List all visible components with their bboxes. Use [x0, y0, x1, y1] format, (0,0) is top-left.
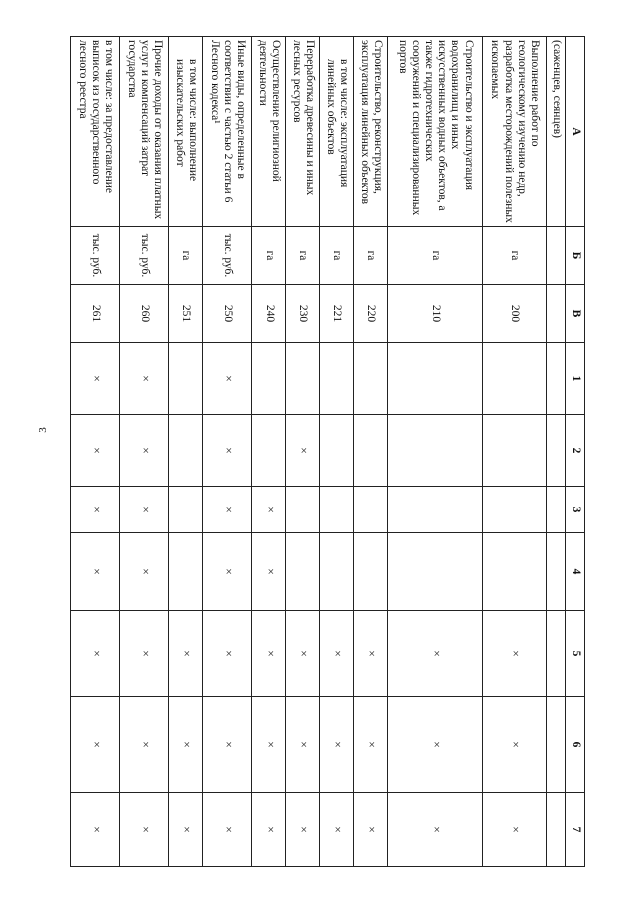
- rotated-table-container: [70, 36, 585, 866]
- value-cell: ×: [120, 415, 169, 487]
- line-code-cell: 210: [388, 285, 483, 343]
- value-cell: ×: [169, 611, 203, 697]
- value-cell: [354, 415, 388, 487]
- column-header: А: [566, 37, 585, 227]
- value-cell: ×: [354, 611, 388, 697]
- value-cell: [482, 487, 546, 533]
- value-cell: ×: [203, 533, 252, 611]
- value-cell: [169, 415, 203, 487]
- table-header-row: [566, 37, 585, 867]
- unit-cell: га: [252, 227, 286, 285]
- value-cell: [286, 487, 320, 533]
- value-cell: [169, 343, 203, 415]
- row-label: Осуществление религиозной деятельности: [252, 37, 286, 227]
- report-table: [70, 36, 585, 867]
- value-cell: ×: [203, 415, 252, 487]
- table-row: [354, 37, 388, 867]
- value-cell: ×: [120, 793, 169, 867]
- row-label: Переработка древесины и иных лесных ресурсов: [286, 37, 320, 227]
- value-cell: ×: [286, 697, 320, 793]
- line-code-cell: 240: [252, 285, 286, 343]
- unit-cell: тыс. руб.: [203, 227, 252, 285]
- value-cell: [547, 343, 566, 415]
- value-cell: ×: [320, 611, 354, 697]
- value-cell: ×: [71, 697, 120, 793]
- column-header: 7: [566, 793, 585, 867]
- row-label: в том числе: выполнение изыскательских работ: [169, 37, 203, 227]
- value-cell: [320, 487, 354, 533]
- value-cell: [388, 533, 483, 611]
- row-label: (саженцев, сеянцев): [547, 37, 566, 227]
- value-cell: [547, 793, 566, 867]
- value-cell: ×: [203, 343, 252, 415]
- value-cell: [286, 533, 320, 611]
- row-label: Строительство и эксплуатация водохранилищ и иных искусственных водных объектов, а также гидротехнических сооружений и специализированных портов: [388, 37, 483, 227]
- value-cell: [169, 487, 203, 533]
- value-cell: [320, 533, 354, 611]
- line-code-cell: 261: [71, 285, 120, 343]
- value-cell: [547, 611, 566, 697]
- value-cell: ×: [252, 487, 286, 533]
- value-cell: ×: [71, 793, 120, 867]
- row-label: Прочие доходы от оказания платных услуг и компенсаций затрат государства: [120, 37, 169, 227]
- value-cell: [547, 697, 566, 793]
- column-header: Б: [566, 227, 585, 285]
- table-row: [320, 37, 354, 867]
- value-cell: [482, 343, 546, 415]
- value-cell: ×: [320, 793, 354, 867]
- column-header: 2: [566, 415, 585, 487]
- line-code-cell: [547, 285, 566, 343]
- value-cell: [320, 343, 354, 415]
- unit-cell: тыс. руб.: [120, 227, 169, 285]
- row-label: Строительство, реконструкция, эксплуатация линейных объектов: [354, 37, 388, 227]
- value-cell: [286, 343, 320, 415]
- value-cell: ×: [71, 415, 120, 487]
- unit-cell: га: [354, 227, 388, 285]
- row-label: в том числе: за предоставление выписок из государственного лесного реестра: [71, 37, 120, 227]
- value-cell: ×: [203, 487, 252, 533]
- value-cell: [252, 415, 286, 487]
- line-code-cell: 260: [120, 285, 169, 343]
- line-code-cell: 250: [203, 285, 252, 343]
- value-cell: ×: [252, 533, 286, 611]
- table-row: [169, 37, 203, 867]
- value-cell: ×: [320, 697, 354, 793]
- value-cell: ×: [120, 487, 169, 533]
- value-cell: ×: [169, 793, 203, 867]
- value-cell: [547, 487, 566, 533]
- column-header: 4: [566, 533, 585, 611]
- line-code-cell: 221: [320, 285, 354, 343]
- unit-cell: га: [286, 227, 320, 285]
- value-cell: [547, 533, 566, 611]
- value-cell: ×: [203, 611, 252, 697]
- table-body: [71, 37, 566, 867]
- page-number: 3: [36, 427, 49, 433]
- value-cell: [169, 533, 203, 611]
- value-cell: [354, 487, 388, 533]
- value-cell: ×: [203, 697, 252, 793]
- value-cell: [320, 415, 354, 487]
- value-cell: ×: [388, 611, 483, 697]
- value-cell: [482, 533, 546, 611]
- value-cell: ×: [388, 697, 483, 793]
- row-label: Иные виды, определенные в соответствии с частью 2 статьи 6 Лесного кодекса¹: [203, 37, 252, 227]
- value-cell: [388, 487, 483, 533]
- column-header: 5: [566, 611, 585, 697]
- value-cell: [547, 415, 566, 487]
- value-cell: ×: [482, 611, 546, 697]
- value-cell: ×: [482, 697, 546, 793]
- table-row: [482, 37, 546, 867]
- table-row: [547, 37, 566, 867]
- row-label: в том числе: эксплуатация линейных объектов: [320, 37, 354, 227]
- table-row: [286, 37, 320, 867]
- table-row: [388, 37, 483, 867]
- value-cell: ×: [482, 793, 546, 867]
- value-cell: ×: [120, 533, 169, 611]
- table-row: [120, 37, 169, 867]
- line-code-cell: 200: [482, 285, 546, 343]
- value-cell: ×: [169, 697, 203, 793]
- value-cell: ×: [71, 487, 120, 533]
- value-cell: ×: [286, 415, 320, 487]
- table-row: [252, 37, 286, 867]
- value-cell: ×: [120, 611, 169, 697]
- value-cell: ×: [71, 343, 120, 415]
- value-cell: ×: [252, 793, 286, 867]
- value-cell: ×: [203, 793, 252, 867]
- value-cell: ×: [354, 697, 388, 793]
- table-row: [71, 37, 120, 867]
- column-header: 3: [566, 487, 585, 533]
- line-code-cell: 230: [286, 285, 320, 343]
- value-cell: ×: [286, 611, 320, 697]
- row-label: Выполнение работ по геологическому изучению недр, разработка месторождений полезных ископаемых: [482, 37, 546, 227]
- line-code-cell: 220: [354, 285, 388, 343]
- unit-cell: га: [320, 227, 354, 285]
- column-header: 1: [566, 343, 585, 415]
- column-header: 6: [566, 697, 585, 793]
- value-cell: [252, 343, 286, 415]
- unit-cell: га: [169, 227, 203, 285]
- value-cell: ×: [71, 611, 120, 697]
- unit-cell: га: [482, 227, 546, 285]
- value-cell: ×: [388, 793, 483, 867]
- value-cell: [354, 343, 388, 415]
- unit-cell: [547, 227, 566, 285]
- value-cell: ×: [252, 611, 286, 697]
- value-cell: ×: [120, 697, 169, 793]
- column-header: В: [566, 285, 585, 343]
- value-cell: ×: [71, 533, 120, 611]
- unit-cell: га: [388, 227, 483, 285]
- value-cell: [388, 415, 483, 487]
- value-cell: ×: [120, 343, 169, 415]
- value-cell: [482, 415, 546, 487]
- unit-cell: тыс. руб.: [71, 227, 120, 285]
- table-row: [203, 37, 252, 867]
- value-cell: [388, 343, 483, 415]
- value-cell: [354, 533, 388, 611]
- line-code-cell: 251: [169, 285, 203, 343]
- value-cell: ×: [286, 793, 320, 867]
- value-cell: ×: [354, 793, 388, 867]
- value-cell: ×: [252, 697, 286, 793]
